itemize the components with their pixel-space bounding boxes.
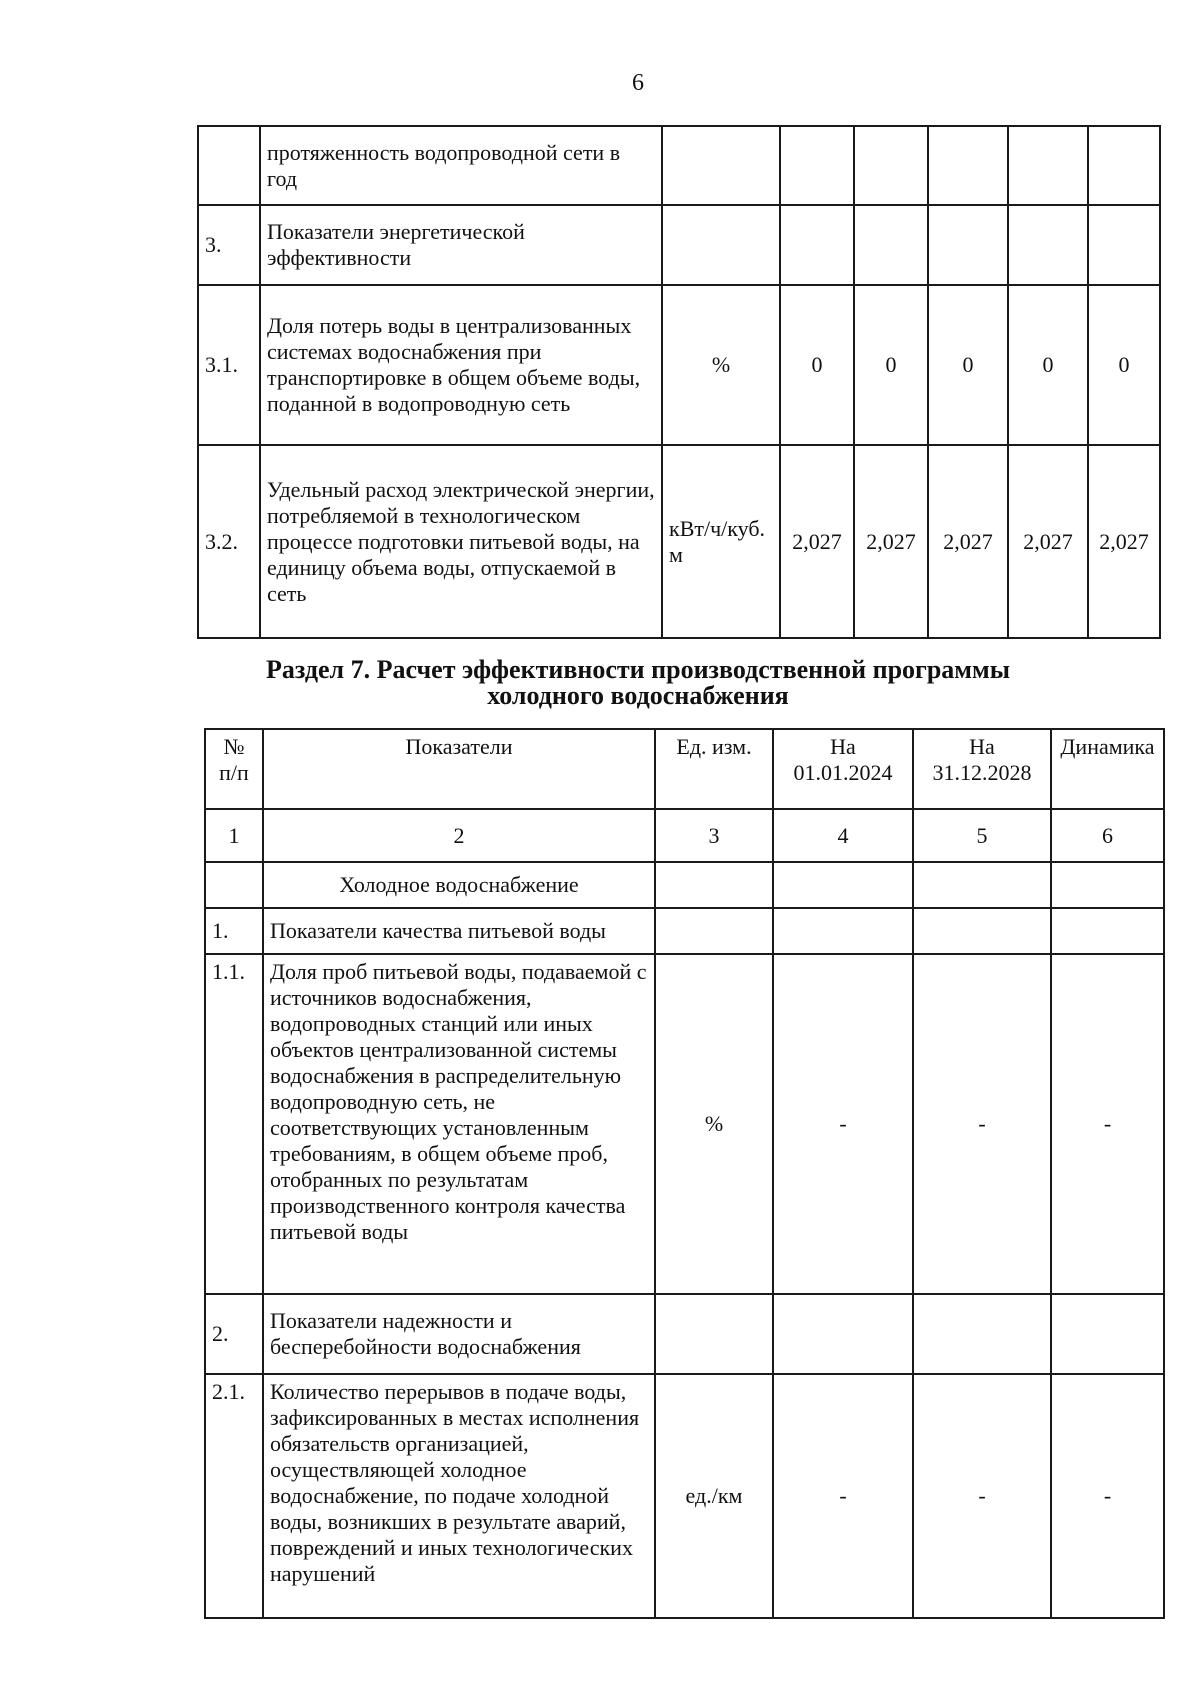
header-unit: Ед. изм. <box>655 729 773 809</box>
column-number-row <box>205 809 1164 862</box>
value-cell: - <box>913 954 1051 1294</box>
table-row <box>205 954 1164 1294</box>
column-number: 2 <box>263 809 655 862</box>
table-row <box>198 126 1160 205</box>
value-cell <box>928 126 1008 205</box>
value-cell <box>773 1294 913 1374</box>
table-row <box>205 1374 1164 1618</box>
value-cell <box>1008 205 1088 285</box>
table-row <box>198 205 1160 285</box>
value-cell <box>854 205 928 285</box>
header-num: № п/п <box>205 729 263 809</box>
value-cell: - <box>913 1374 1051 1618</box>
value-cell <box>1051 908 1164 954</box>
unit-cell: ед./км <box>655 1374 773 1618</box>
value-cell: 2,027 <box>854 445 928 638</box>
table-row <box>205 862 1164 908</box>
value-cell <box>773 908 913 954</box>
row-number <box>198 126 260 205</box>
value-cell <box>780 205 854 285</box>
value-cell <box>913 862 1051 908</box>
efficiency-table <box>204 728 1165 1619</box>
unit-cell: % <box>662 285 780 445</box>
value-cell: - <box>1051 1374 1164 1618</box>
value-cell <box>854 126 928 205</box>
value-cell <box>1088 205 1160 285</box>
table-header-row <box>205 729 1164 809</box>
row-number: 3.2. <box>198 445 260 638</box>
column-number: 1 <box>205 809 263 862</box>
row-number <box>205 862 263 908</box>
row-number: 2. <box>205 1294 263 1374</box>
unit-cell <box>662 126 780 205</box>
value-cell <box>1051 862 1164 908</box>
value-cell: - <box>773 954 913 1294</box>
page-number: 6 <box>632 70 644 96</box>
value-cell <box>773 862 913 908</box>
indicator-name: Доля потерь воды в централизованных системах водоснабжения при транспортировке в общем объеме воды, поданной в водопроводную сеть <box>260 285 662 445</box>
value-cell: 2,027 <box>1008 445 1088 638</box>
value-cell: - <box>1051 954 1164 1294</box>
row-number: 2.1. <box>205 1374 263 1618</box>
value-cell <box>913 1294 1051 1374</box>
indicator-name: Показатели качества питьевой воды <box>263 908 655 954</box>
value-cell: 2,027 <box>928 445 1008 638</box>
value-cell: 0 <box>854 285 928 445</box>
unit-cell <box>655 862 773 908</box>
row-number: 3.1. <box>198 285 260 445</box>
value-cell: 0 <box>1008 285 1088 445</box>
header-dynamics: Динамика <box>1051 729 1164 809</box>
row-number: 3. <box>198 205 260 285</box>
header-date-end: На 31.12.2028 <box>913 729 1051 809</box>
value-cell <box>1008 126 1088 205</box>
value-cell: 0 <box>928 285 1008 445</box>
value-cell: 0 <box>780 285 854 445</box>
table-row <box>198 445 1160 638</box>
value-cell <box>928 205 1008 285</box>
indicator-name: Холодное водоснабжение <box>263 862 655 908</box>
section-subtitle: холодного водоснабжения <box>487 681 789 710</box>
unit-cell <box>662 205 780 285</box>
table-row <box>205 1294 1164 1374</box>
table-row <box>198 285 1160 445</box>
value-cell <box>780 126 854 205</box>
table-row <box>205 908 1164 954</box>
column-number: 5 <box>913 809 1051 862</box>
indicator-name: Удельный расход электрической энергии, потребляемой в технологическом процессе подготовки питьевой воды, на единицу объема воды, отпускаемой в сеть <box>260 445 662 638</box>
unit-cell: кВт/ч/куб. м <box>662 445 780 638</box>
section-title: Раздел 7. Расчет эффективности производственной программы <box>265 655 1011 684</box>
indicator-name: Показатели надежности и бесперебойности водоснабжения <box>263 1294 655 1374</box>
row-number: 1.1. <box>205 954 263 1294</box>
indicators-table-continuation <box>197 125 1161 639</box>
value-cell <box>913 908 1051 954</box>
header-date-start: На 01.01.2024 <box>773 729 913 809</box>
value-cell: - <box>773 1374 913 1618</box>
indicator-name: Показатели энергетической эффективности <box>260 205 662 285</box>
value-cell <box>1088 126 1160 205</box>
unit-cell <box>655 1294 773 1374</box>
value-cell: 0 <box>1088 285 1160 445</box>
row-number: 1. <box>205 908 263 954</box>
value-cell: 2,027 <box>780 445 854 638</box>
indicator-name: Количество перерывов в подаче воды, зафиксированных в местах исполнения обязательств организацией, осуществляющей холодное водоснабжение, по подаче холодной воды, возникших в результате аварий, повреждений и иных технологических нарушений <box>263 1374 655 1618</box>
header-name: Показатели <box>263 729 655 809</box>
column-number: 4 <box>773 809 913 862</box>
unit-cell: % <box>655 954 773 1294</box>
indicator-name: Доля проб питьевой воды, подаваемой с источников водоснабжения, водопроводных станций или иных объектов централизованной системы водоснабжения в распределительную водопроводную сеть, не соответствующих установленным требованиям, в общем объеме проб, отобранных по результатам производственного контроля качества питьевой воды <box>263 954 655 1294</box>
indicator-name: протяженность водопроводной сети в год <box>260 126 662 205</box>
unit-cell <box>655 908 773 954</box>
column-number: 6 <box>1051 809 1164 862</box>
value-cell <box>1051 1294 1164 1374</box>
value-cell: 2,027 <box>1088 445 1160 638</box>
column-number: 3 <box>655 809 773 862</box>
